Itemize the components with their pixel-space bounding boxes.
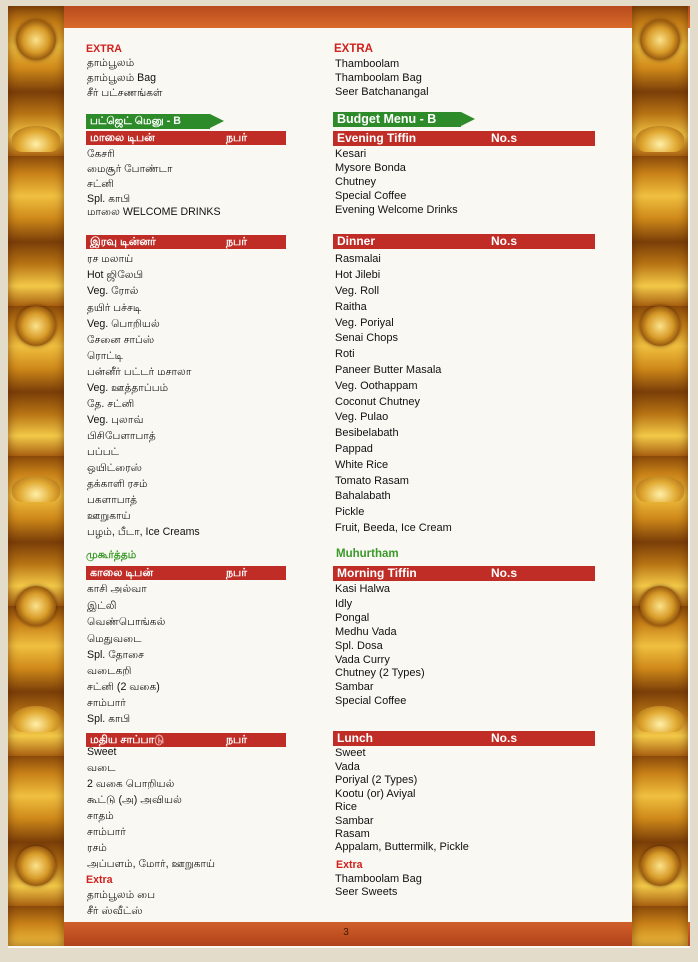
list-item: Sambar	[335, 815, 374, 827]
list-item: Roti	[335, 348, 355, 360]
list-item: சாம்பார்	[87, 697, 126, 709]
ornament-icon	[636, 706, 684, 732]
list-item: Chutney (2 Types)	[335, 667, 425, 679]
left-pillar-decoration	[8, 6, 64, 946]
section-header-text: மதிய சாப்பாடு	[90, 734, 165, 746]
list-item: சேனை சாப்ஸ்	[87, 334, 155, 346]
list-item: Special Coffee	[335, 695, 407, 707]
list-item: ரச மலாய்	[87, 253, 134, 265]
budget-menu-title	[86, 114, 210, 129]
evening-tiffin-header	[86, 131, 286, 145]
list-item: தாம்பூலம்	[87, 57, 135, 69]
list-item: Sambar	[335, 681, 374, 693]
list-item: Seer Batchanangal	[335, 86, 429, 98]
list-item: Veg. Pulao	[335, 411, 389, 423]
list-item: Veg. ரோல்	[87, 285, 139, 297]
list-item: Idly	[335, 598, 353, 610]
list-item: அப்பளம், மோர், ஊறுகாய்	[87, 858, 216, 870]
muhurtham-label: முகூர்த்தம்	[86, 549, 137, 561]
list-item: Tomato Rasam	[335, 475, 409, 487]
budget-menu-title-text: பட்ஜெட் மெனு - B	[90, 115, 181, 127]
list-item: ரசம்	[87, 842, 107, 854]
list-item: Poriyal (2 Types)	[335, 774, 418, 786]
list-item: சாதம்	[87, 810, 114, 822]
list-item: Veg. Poriyal	[335, 317, 394, 329]
nos-label: நபர்	[226, 734, 247, 746]
list-item: Special Coffee	[335, 190, 407, 202]
list-item: Kasi Halwa	[335, 583, 391, 595]
list-item: காசி அல்வா	[87, 583, 147, 595]
list-item: பழம், பீடா, Ice Creams	[87, 526, 200, 538]
list-item: ஊறுகாய்	[87, 510, 131, 522]
list-item: Seer Sweets	[335, 886, 398, 898]
list-item: Besibelabath	[335, 427, 399, 439]
list-item: Vada	[335, 761, 360, 773]
list-item: White Rice	[335, 459, 389, 471]
list-item: மாலை WELCOME DRINKS	[87, 206, 221, 218]
list-item: பகளாபாத்	[87, 494, 138, 506]
list-item: Pongal	[335, 612, 370, 624]
list-item: இட்லி	[87, 600, 117, 612]
ornament-icon	[636, 126, 684, 152]
list-item: Thamboolam Bag	[335, 873, 422, 885]
list-item: Pappad	[335, 443, 373, 455]
right-pillar-decoration	[632, 6, 688, 946]
budget-menu-title-text: Budget Menu - B	[337, 112, 437, 126]
list-item: மைசூர் போண்டா	[87, 163, 173, 175]
list-item: சட்னி	[87, 178, 114, 190]
morning-tiffin-header	[86, 566, 286, 580]
top-border	[8, 6, 690, 28]
extra-label: Extra	[86, 874, 113, 886]
list-item: வடை	[87, 762, 116, 774]
list-item: Paneer Butter Masala	[335, 364, 442, 376]
section-header-text: காலை டிபன்	[90, 567, 153, 579]
list-item: பன்னீர் பட்டர் மசாலா	[87, 366, 192, 378]
list-item: கேசரி	[87, 148, 115, 160]
list-item: தாம்பூலம் Bag	[87, 72, 157, 84]
list-item: Kootu (or) Aviyal	[335, 788, 416, 800]
ornament-icon	[636, 476, 684, 502]
budget-menu-title	[333, 112, 461, 127]
list-item: Rice	[335, 801, 358, 813]
list-item: Chutney	[335, 176, 376, 188]
nos-label: No.s	[491, 566, 518, 580]
list-item: தே. சட்னி	[87, 398, 135, 410]
extra-label: EXTRA	[334, 43, 373, 55]
list-item: Vada Curry	[335, 654, 390, 666]
list-item: வெண்பொங்கல்	[87, 616, 166, 628]
list-item: Spl. காபி	[87, 193, 131, 205]
list-item: Spl. காபி	[87, 713, 131, 725]
dinner-header	[333, 234, 595, 249]
section-header-text: Morning Tiffin	[337, 566, 417, 580]
list-item: Hot ஜிலேபி	[87, 269, 144, 281]
ornament-icon	[640, 306, 680, 346]
ornament-icon	[16, 306, 56, 346]
nos-label: நபர்	[226, 236, 247, 248]
list-item: Veg. பொறியல்	[87, 318, 160, 330]
ornament-icon	[12, 476, 60, 502]
lunch-header	[333, 731, 595, 746]
section-header-text: இரவு டின்னர்	[90, 236, 156, 248]
list-item: வடைகறி	[87, 665, 132, 677]
list-item: Senai Chops	[335, 332, 398, 344]
nos-label: நபர்	[226, 567, 247, 579]
nos-label: No.s	[491, 234, 518, 248]
dinner-header	[86, 235, 286, 249]
list-item: கூட்டு (அ) அவியல்	[87, 794, 182, 806]
list-item: Veg. Roll	[335, 285, 380, 297]
list-item: Spl. தோசை	[87, 649, 145, 661]
list-item: மெதுவடை	[87, 633, 142, 645]
section-header-text: Lunch	[337, 731, 373, 745]
ornament-icon	[640, 846, 680, 886]
list-item: 2 வகை பொறியல்	[87, 778, 175, 790]
evening-tiffin-header	[333, 131, 595, 146]
list-item: Raitha	[335, 301, 367, 313]
list-item: Thamboolam	[335, 58, 400, 70]
ornament-icon	[16, 846, 56, 886]
list-item: Hot Jilebi	[335, 269, 381, 281]
list-item: Evening Welcome Drinks	[335, 204, 458, 216]
page-number: 3	[343, 927, 349, 938]
list-item: சட்னி (2 வகை)	[87, 681, 160, 693]
list-item: ஒயிட்ரைஸ்	[87, 462, 143, 474]
list-item: ரொட்டி	[87, 350, 124, 362]
ornament-icon	[12, 126, 60, 152]
list-item: பப்பட்	[87, 446, 120, 458]
list-item: Sweet	[87, 746, 117, 758]
list-item: Veg. புலாவ்	[87, 414, 144, 426]
section-header-text: மாலை டிபன்	[90, 132, 155, 144]
muhurtham-label: Muhurtham	[336, 548, 399, 560]
list-item: பிசிபேளாபாத்	[87, 430, 156, 442]
list-item: Veg. ஊத்தாப்பம்	[87, 382, 169, 394]
list-item: சீர் ஸ்வீட்ஸ்	[87, 905, 143, 917]
morning-tiffin-header	[333, 566, 595, 581]
nos-label: நபர்	[226, 132, 247, 144]
ornament-icon	[640, 20, 680, 60]
list-item: Rasam	[335, 828, 370, 840]
section-header-text: Evening Tiffin	[337, 131, 417, 145]
list-item: Veg. Oothappam	[335, 380, 418, 392]
list-item: Bahalabath	[335, 490, 391, 502]
list-item: Coconut Chutney	[335, 396, 420, 408]
ornament-icon	[640, 586, 680, 626]
extra-label: Extra	[336, 859, 363, 871]
list-item: Thamboolam Bag	[335, 72, 422, 84]
list-item: Pickle	[335, 506, 365, 518]
list-item: Mysore Bonda	[335, 162, 406, 174]
lunch-header	[86, 733, 286, 747]
list-item: Appalam, Buttermilk, Pickle	[335, 841, 469, 853]
list-item: Sweet	[335, 747, 366, 759]
nos-label: No.s	[491, 131, 518, 145]
section-header-text: Dinner	[337, 234, 376, 248]
list-item: Kesari	[335, 148, 367, 160]
list-item: தக்காளி ரசம்	[87, 478, 148, 490]
list-item: Fruit, Beeda, Ice Cream	[335, 522, 452, 534]
ornament-icon	[12, 706, 60, 732]
list-item: சீர் பட்சணங்கள்	[87, 87, 163, 99]
ornament-icon	[16, 586, 56, 626]
nos-label: No.s	[491, 731, 518, 745]
list-item: Rasmalai	[335, 253, 381, 265]
extra-label: EXTRA	[86, 43, 122, 55]
list-item: Medhu Vada	[335, 626, 397, 638]
ornament-icon	[16, 20, 56, 60]
list-item: தாம்பூலம் பை	[87, 889, 156, 901]
list-item: சாம்பார்	[87, 826, 126, 838]
list-item: Spl. Dosa	[335, 640, 383, 652]
list-item: தயிர் பச்சடி	[87, 302, 142, 314]
